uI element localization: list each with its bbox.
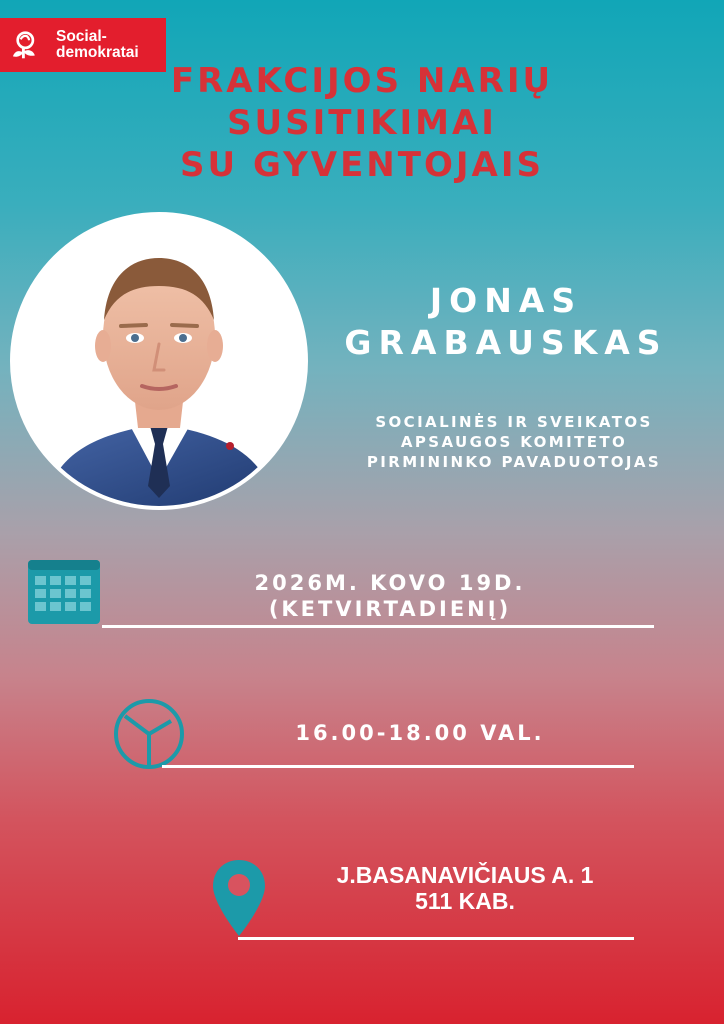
headline-line-1: FRAKCIJOS NARIŲ: [170, 61, 554, 101]
role-line-1: SOCIALINĖS IR SVEIKATOS: [375, 413, 653, 431]
speaker-role: [316, 412, 712, 472]
event-time: 16.00-18.00 VAL.: [295, 721, 545, 745]
date-underline: [102, 625, 654, 628]
clock-icon: [112, 697, 186, 771]
calendar-graphic: [26, 558, 102, 626]
calendar-icon: [26, 558, 102, 626]
role-line-3: PIRMININKO PAVADUOTOJAS: [366, 453, 662, 471]
location-underline: [238, 937, 634, 940]
headline-line-3: SU GYVENTOJAIS: [180, 145, 544, 185]
headline-line-2: SUSITIKIMAI: [227, 103, 497, 143]
event-location: [260, 862, 670, 914]
clock-graphic: [112, 697, 186, 771]
rose-logo-icon: [12, 28, 50, 62]
speaker-first-name: JONAS: [429, 281, 583, 320]
time-underline: [162, 765, 634, 768]
speaker-last-name: GRABAUSKAS: [344, 323, 668, 362]
event-room: 511 KAB.: [415, 888, 515, 914]
event-address: J.BASANAVIČIAUS A. 1: [336, 862, 594, 888]
logo-line-2: demokratai: [56, 44, 139, 61]
person-photo: [14, 216, 304, 506]
event-date: [130, 570, 650, 622]
speaker-portrait: [10, 212, 308, 510]
speaker-name: [326, 280, 686, 364]
logo-line-1: Social-: [56, 28, 107, 45]
event-weekday-line: (KETVIRTADIENĮ): [268, 597, 512, 621]
role-line-2: APSAUGOS KOMITETO: [400, 433, 628, 451]
logo-wordmark: [56, 29, 139, 61]
event-date-line: 2026M. KOVO 19D.: [254, 571, 526, 595]
poster-headline: [0, 60, 724, 186]
